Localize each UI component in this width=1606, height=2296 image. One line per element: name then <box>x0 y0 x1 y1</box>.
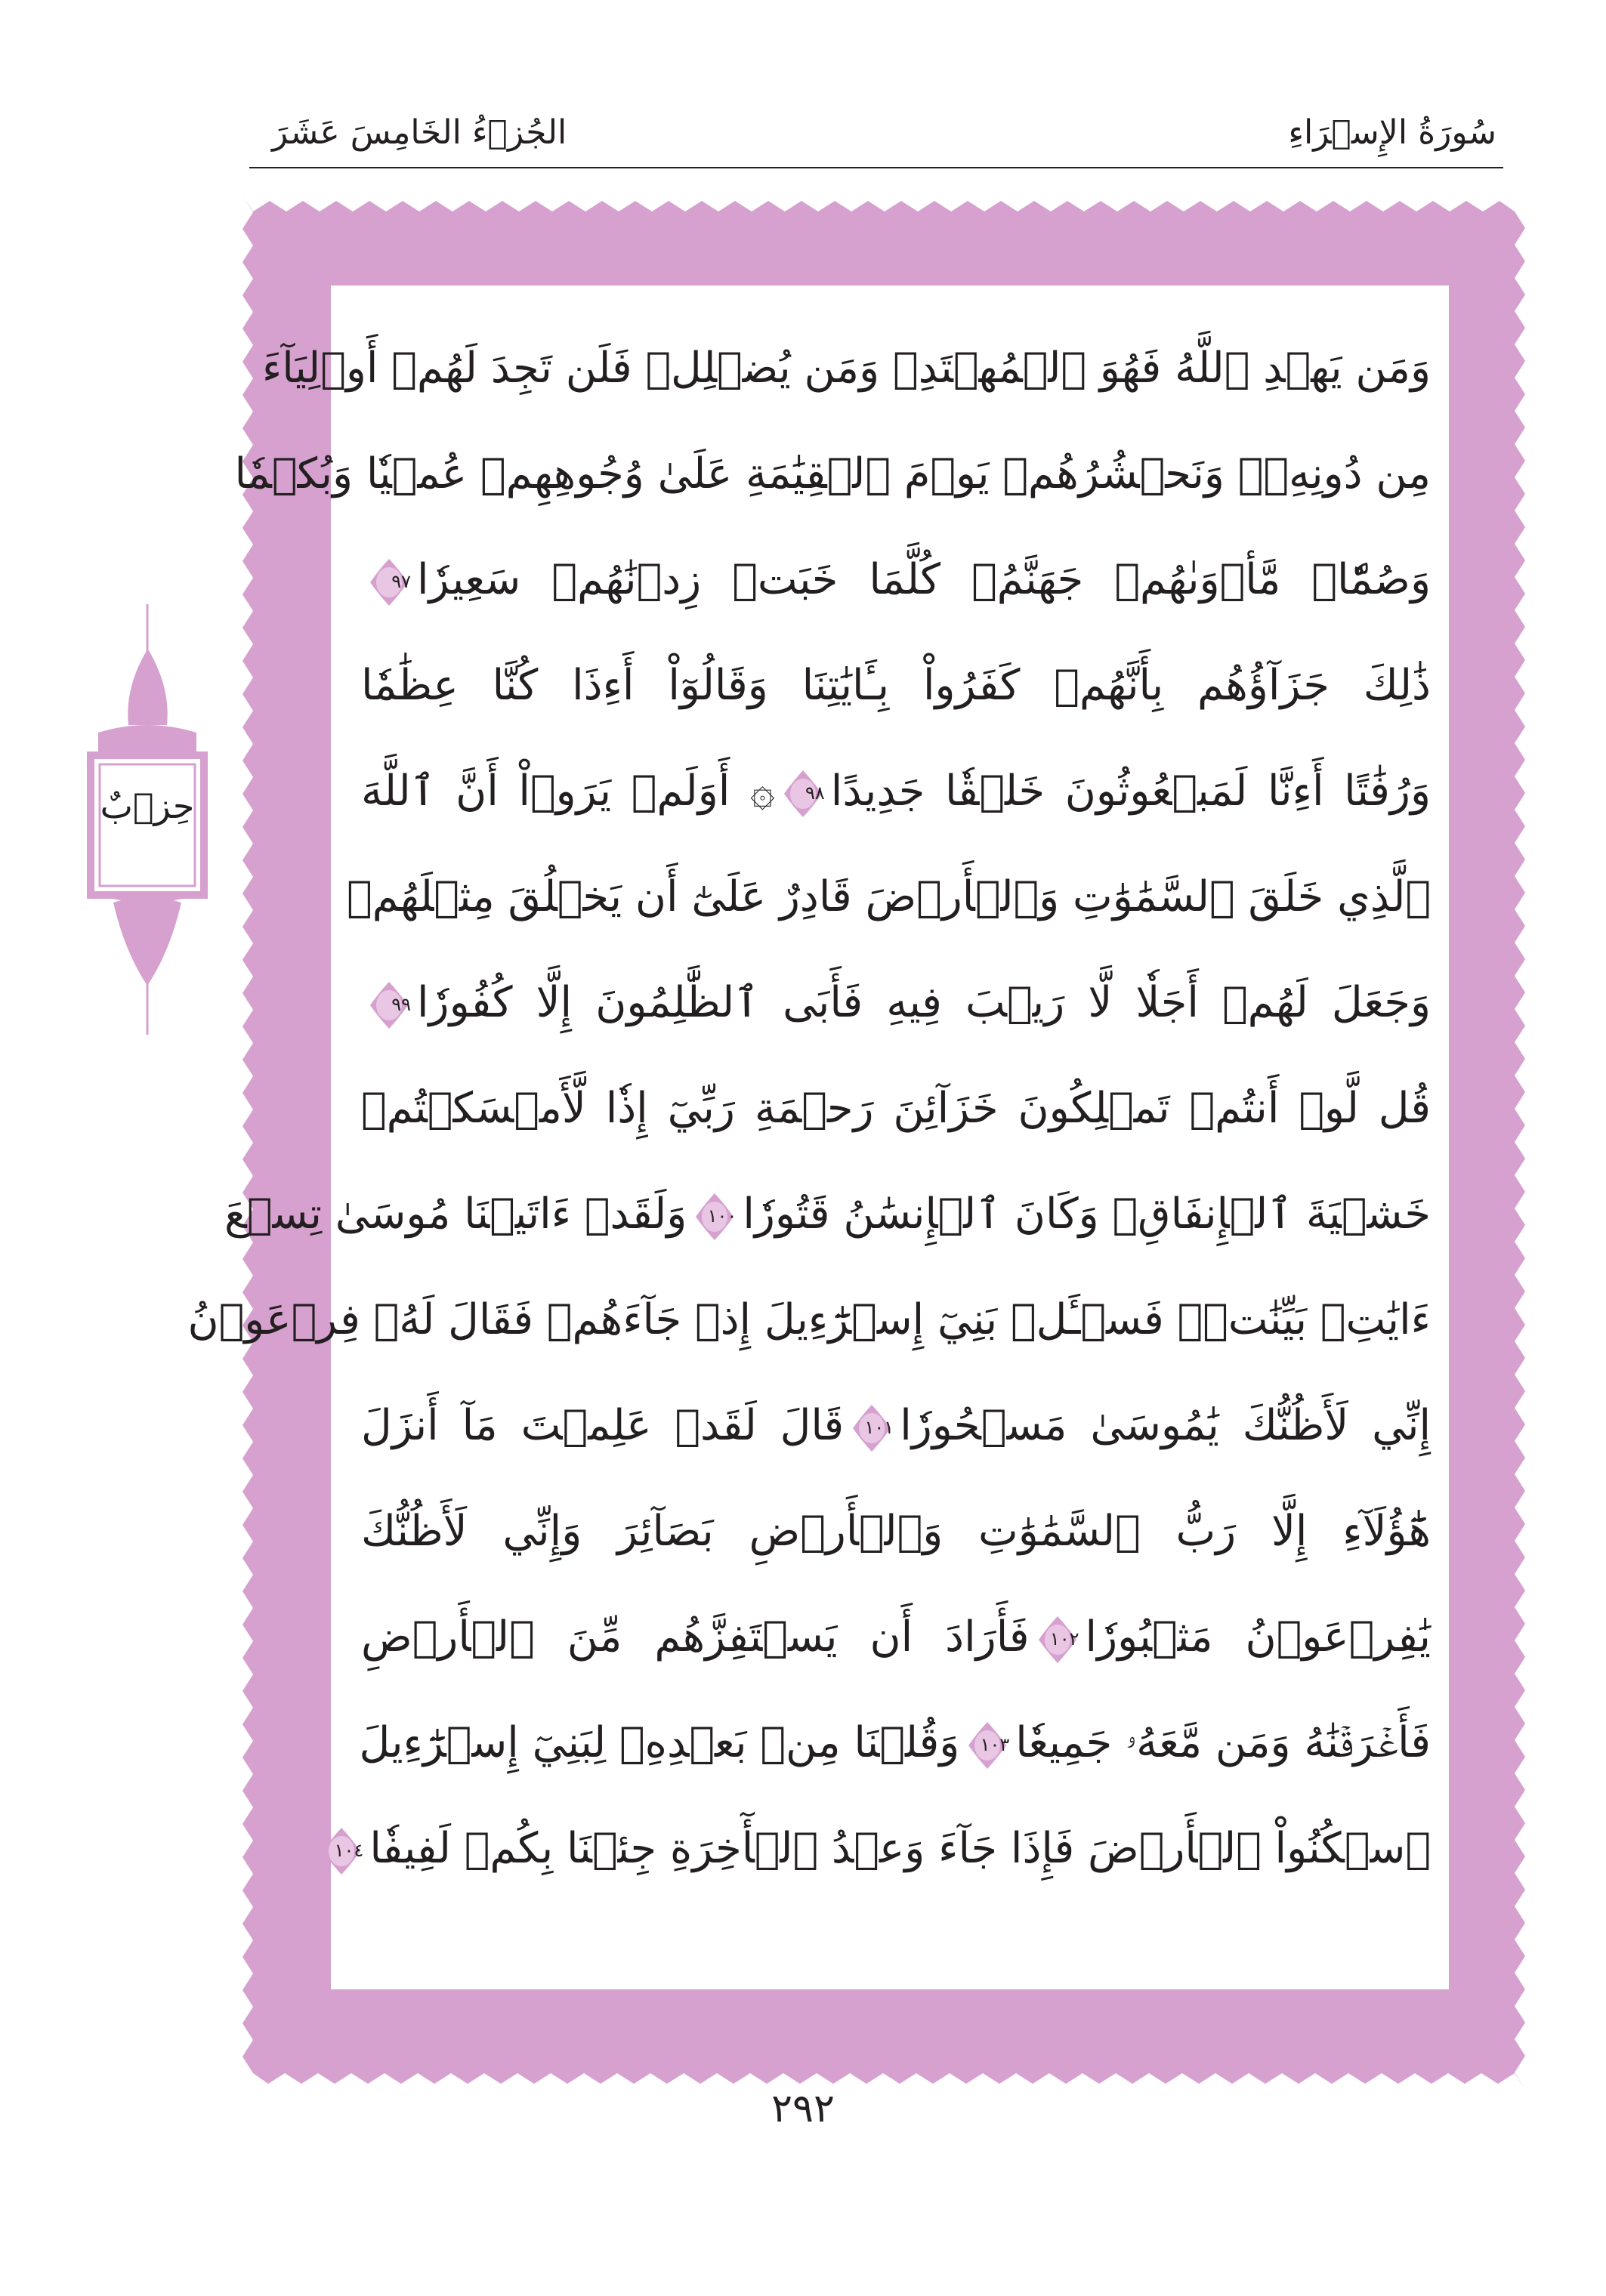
verse-line <box>361 527 1431 633</box>
ayah-number-marker <box>850 1403 894 1453</box>
ayah-number: ١٠٣ <box>980 1733 1010 1755</box>
verse-text: قُل لَّوۡ أَنتُمۡ تَمۡلِكُونَ خَزَآئِنَ رَحۡمَةِ رَبِّيٓ إِذٗا لَّأَمۡسَكۡتُمۡ <box>361 1084 1431 1133</box>
ayah-number: ١٠٤ <box>334 1839 364 1861</box>
verse-line <box>361 1479 1431 1585</box>
verse-text-continuation: ۞ أَوَلَمۡ يَرَوۡاْ أَنَّ ٱللَّهَ <box>361 767 775 816</box>
verse-text: فَأَغۡرَقۡنَٰهُ وَمَن مَّعَهُۥ جَمِيعٗا <box>1015 1718 1431 1767</box>
verse-text: خَشۡيَةَ ٱلۡإِنفَاقِۚ وَكَانَ ٱلۡإِنسَٰنُ قَتُورٗا <box>743 1190 1431 1239</box>
hizb-marker <box>83 604 212 1035</box>
verse-line <box>224 1162 1431 1267</box>
verse-line <box>234 421 1431 527</box>
verse-text-continuation: وَقُلۡنَا مِنۢ بَعۡدِهِۦ لِبَنِيٓ إِسۡرَٰٓءِيلَ <box>359 1718 960 1767</box>
ayah-number-marker <box>367 557 411 607</box>
verse-text: وَصُمّٗاۖ مَّأۡوَىٰهُمۡ جَهَنَّمُۖ كُلَّمَا خَبَتۡ زِدۡنَٰهُمۡ سَعِيرٗا <box>417 555 1431 604</box>
header-juz: الجُزۡءُ الخَامِسَ عَشَرَ <box>272 113 567 152</box>
verse-line <box>361 1056 1431 1162</box>
verse-text: ٱسۡكُنُواْ ٱلۡأَرۡضَ فَإِذَا جَآءَ وَعۡدُ ٱلۡأٓخِرَةِ جِئۡنَا بِكُمۡ لَفِيفٗا <box>369 1824 1431 1873</box>
verse-text: يَٰفِرۡعَوۡنُ مَثۡبُورٗا <box>1085 1612 1431 1662</box>
ayah-number: ١٠٠ <box>707 1205 737 1227</box>
ayah-number-marker <box>693 1192 737 1242</box>
verse-text: ذَٰلِكَ جَزَآؤُهُم بِأَنَّهُمۡ كَفَرُواْ بِـَٔايَٰتِنَا وَقَالُوٓاْ أَءِذَا كُنَّا عِظَٰمٗا <box>361 661 1431 710</box>
verse-line <box>187 1267 1431 1373</box>
ayah-number: ٩٨ <box>805 782 825 804</box>
verse-text: ءَايَٰتِۭ بَيِّنَٰتٖۖ فَسۡـَٔلۡ بَنِيٓ إِسۡرَٰٓءِيلَ إِذۡ جَآءَهُمۡ فَقَالَ لَهُۥ فِرۡعَوۡنُ <box>187 1295 1431 1344</box>
verse-text: إِنِّي لَأَظُنُّكَ يَٰمُوسَىٰ مَسۡحُورٗا <box>900 1401 1431 1450</box>
hizb-label: حِزۡبٌ <box>100 785 195 826</box>
ayah-number: ١٠٢ <box>1049 1628 1079 1649</box>
verse-text: وَجَعَلَ لَهُمۡ أَجَلٗا لَّا رَيۡبَ فِيهِ فَأَبَى ٱلظَّٰلِمُونَ إِلَّا كُفُورٗا <box>417 978 1431 1027</box>
verse-line <box>347 844 1431 950</box>
ayah-number: ٩٧ <box>391 570 411 592</box>
verse-line <box>361 739 1431 844</box>
verse-text: هَٰٓؤُلَآءِ إِلَّا رَبُّ ٱلسَّمَٰوَٰتِ وَٱلۡأَرۡضِ بَصَآئِرَ وَإِنِّي لَأَظُنُّكَ <box>361 1507 1431 1556</box>
verse-line <box>334 1796 1431 1902</box>
ayah-number-marker <box>965 1720 1009 1770</box>
page-number: ٢٩٢ <box>771 2086 835 2131</box>
ayah-number-marker <box>367 980 411 1030</box>
verse-text-continuation: فَأَرَادَ أَن يَسۡتَفِزَّهُم مِّنَ ٱلۡأَرۡضِ <box>361 1612 1030 1662</box>
verse-line <box>361 950 1431 1056</box>
verse-text: ٱلَّذِي خَلَقَ ٱلسَّمَٰوَٰتِ وَٱلۡأَرۡضَ قَادِرٌ عَلَىٰٓ أَن يَخۡلُقَ مِثۡلَهُمۡ <box>347 872 1431 921</box>
verse-text-continuation: وَلَقَدۡ ءَاتَيۡنَا مُوسَىٰ تِسۡعَ <box>224 1190 687 1239</box>
verse-line <box>361 1373 1431 1479</box>
ayah-number-marker <box>1036 1615 1079 1665</box>
verse-line <box>261 316 1431 421</box>
ayah-number: ١٠١ <box>864 1416 894 1438</box>
verse-text: وَرُفَٰتًا أَءِنَّا لَمَبۡعُوثُونَ خَلۡقٗا جَدِيدًا <box>830 767 1431 816</box>
verse-text: مِن دُونِهِۦۖ وَنَحۡشُرُهُمۡ يَوۡمَ ٱلۡقِيَٰمَةِ عَلَىٰ وُجُوهِهِمۡ عُمۡيٗا وَبُكۡمٗا <box>234 449 1431 498</box>
header-surah: سُورَةُ الإِسۡرَاءِ <box>1288 113 1496 152</box>
verse-line <box>361 1690 1431 1796</box>
ayah-number-marker <box>781 769 825 819</box>
text-area <box>187 285 1449 1989</box>
ayah-number: ٩٩ <box>391 993 411 1015</box>
verse-line <box>361 633 1431 739</box>
verse-text: وَمَن يَهۡدِ ٱللَّهُ فَهُوَ ٱلۡمُهۡتَدِۖ وَمَن يُضۡلِلۡ فَلَن تَجِدَ لَهُمۡ أَوۡلِيَآءَ <box>261 344 1431 393</box>
verse-text-continuation: قَالَ لَقَدۡ عَلِمۡتَ مَآ أَنزَلَ <box>361 1401 845 1450</box>
verse-line <box>361 1585 1431 1690</box>
ayah-number-marker <box>320 1826 363 1876</box>
